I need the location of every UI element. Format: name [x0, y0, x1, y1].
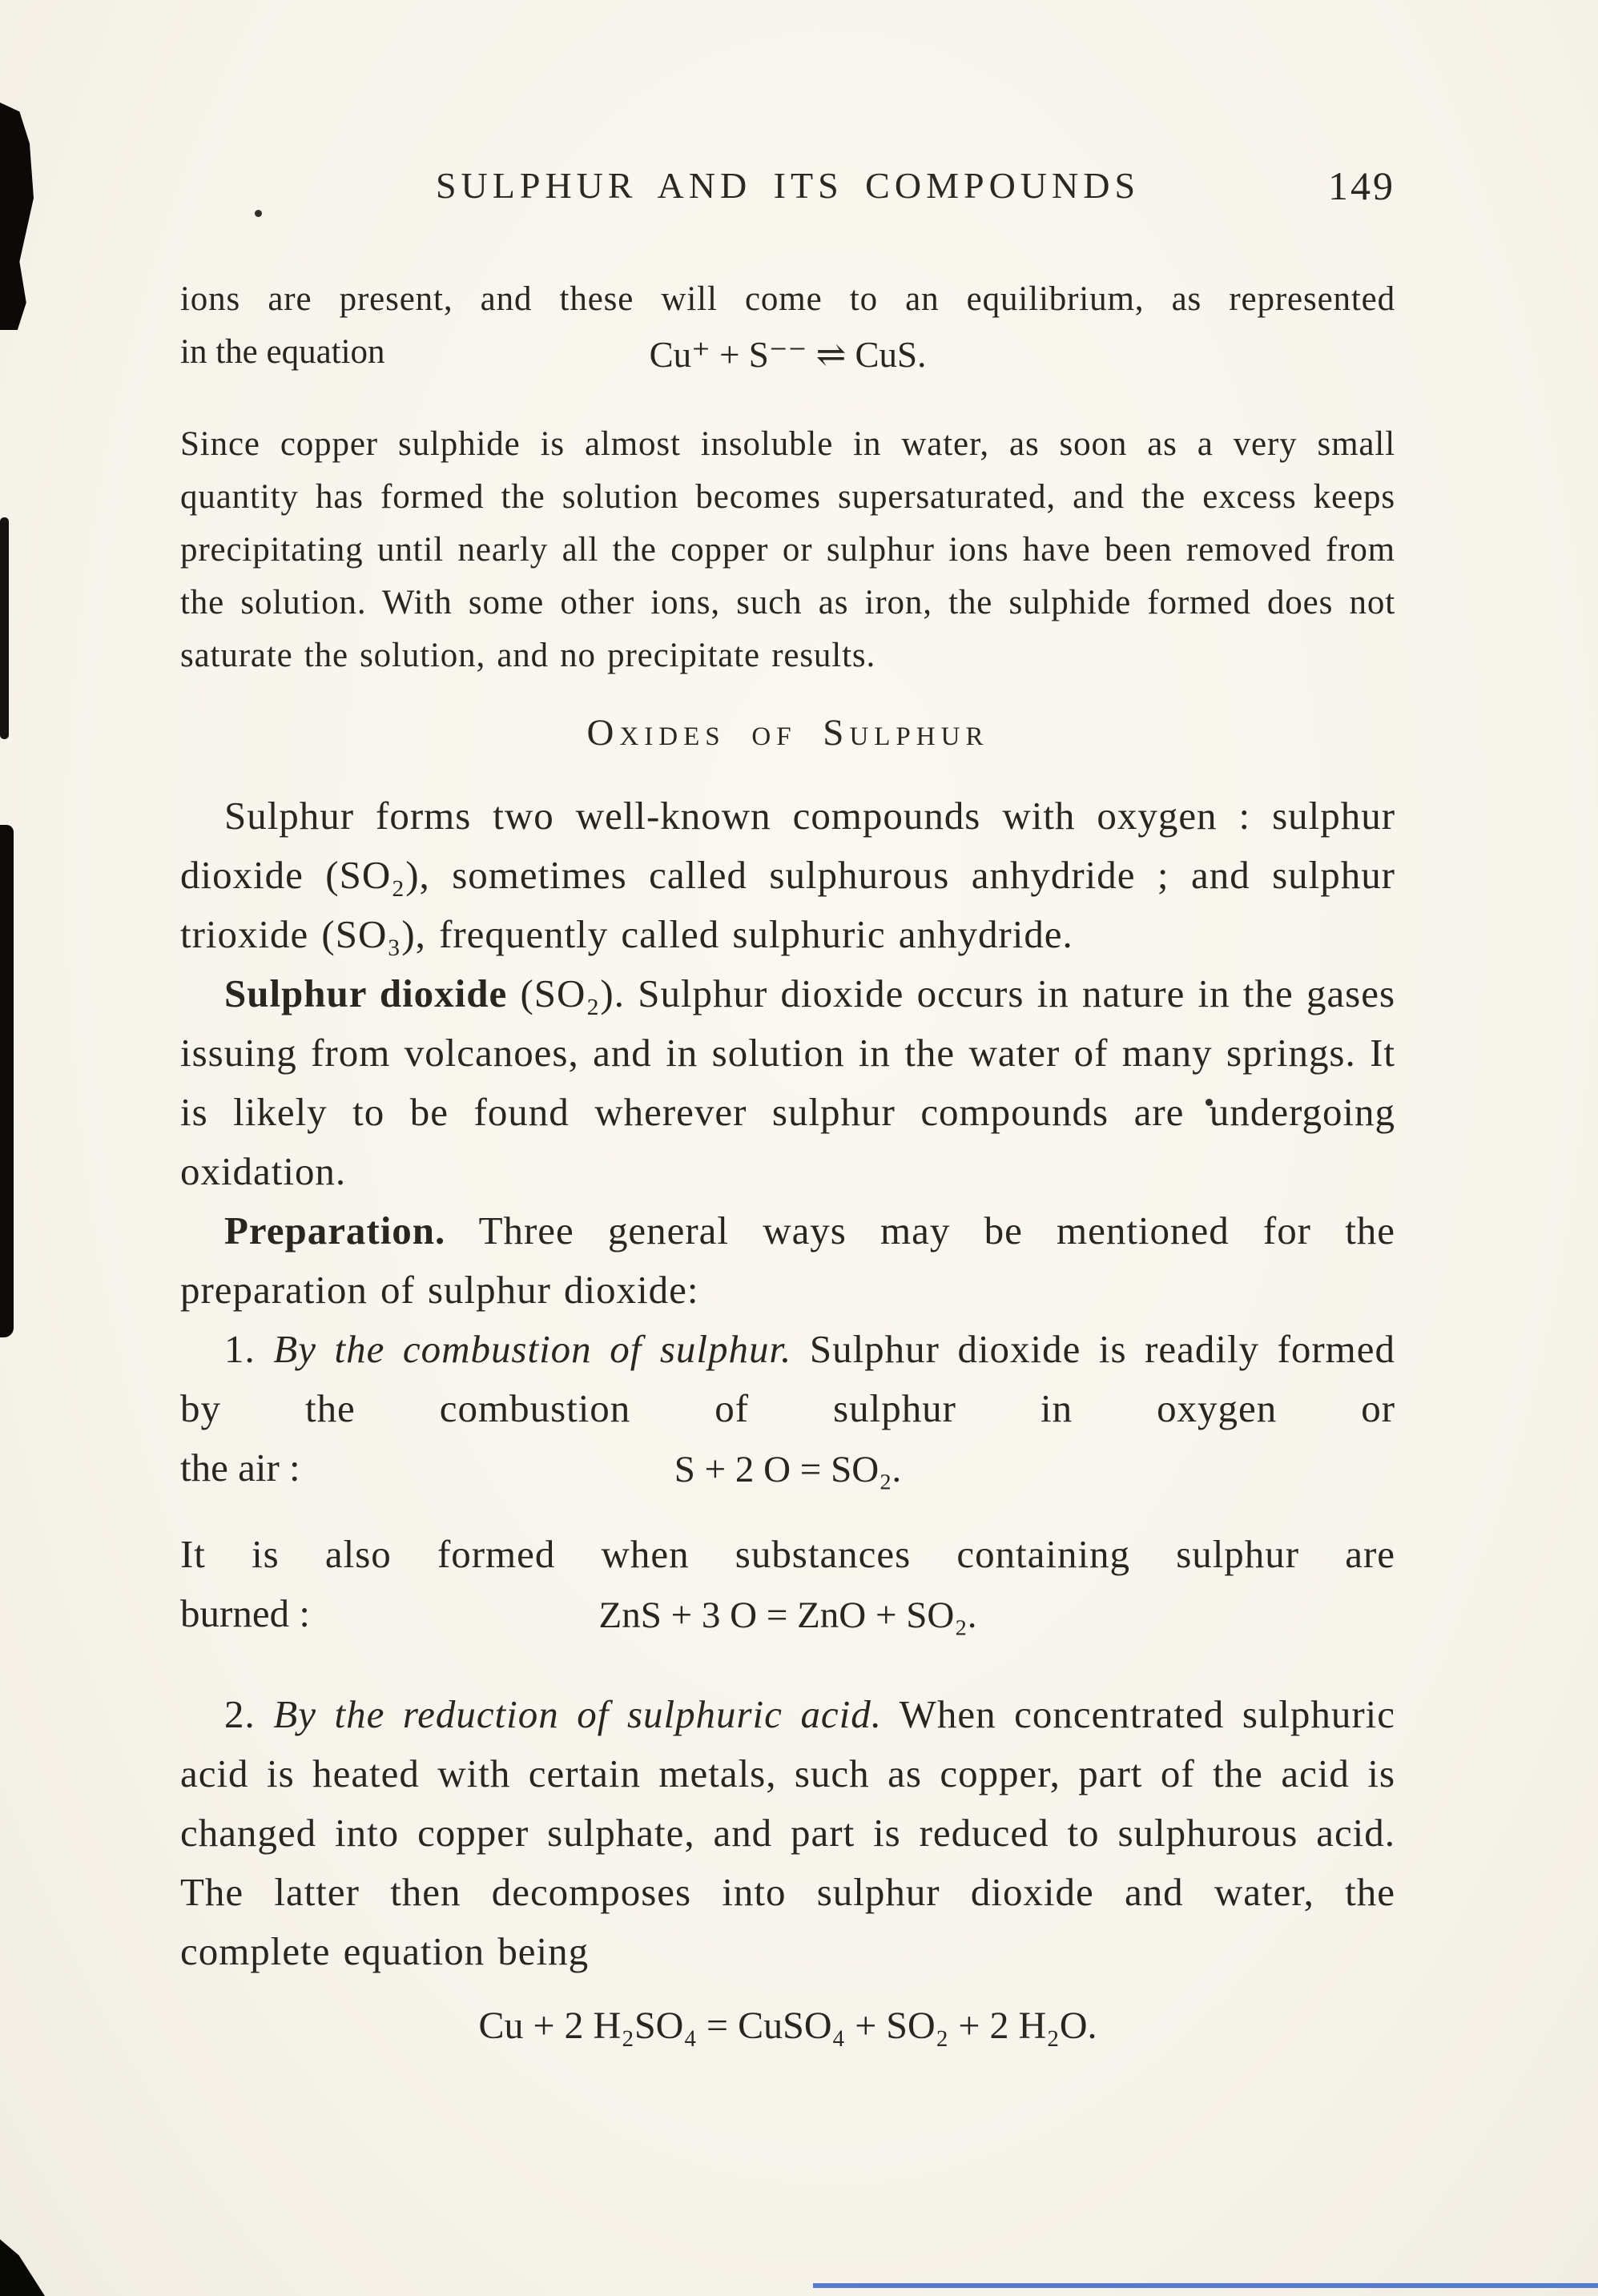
section-heading-oxides-of-sulphur: Oxides of Sulphur: [586, 712, 989, 754]
equation-zinc-sulphide: ZnS + 3 O = ZnO + SO₂.: [598, 1594, 977, 1636]
equation-row-2: [180, 1438, 1395, 1498]
equation-lead-text: the air :: [180, 1446, 300, 1490]
ink-smudge-top-left: [0, 103, 34, 330]
equation-copper-sulphide: Cu⁺ + S⁻⁻ ⇌ CuS.: [649, 335, 927, 375]
paragraph-method-1: [180, 1320, 1395, 1438]
paragraph-method-2: [180, 1685, 1395, 1981]
bold-lead-preparation: Preparation.: [224, 1208, 446, 1253]
page-number: 149: [1328, 163, 1395, 208]
list-number: 1.: [224, 1327, 274, 1371]
italic-method-title: By the combustion of sulphur.: [273, 1327, 792, 1371]
equation-lead-text: in the equation: [180, 333, 385, 371]
paragraph-two-compounds: Sulphur forms two well-known compounds with oxygen : sulphur dioxide (SO₂), sometimes called sulphurous anhydride ; and sulphur trioxide (SO₃), frequently called sulphuric anhydride.: [180, 794, 1395, 956]
paragraph-text: Three general ways may be mentioned for the preparation of sulphur dioxide:: [180, 1208, 1395, 1312]
equation-row-1: [180, 326, 1395, 382]
bold-lead-sulphur-dioxide: Sulphur dioxide: [224, 971, 508, 1015]
scanner-blue-line: [813, 2283, 1598, 2288]
paragraph-text: When concentrated sulphuric acid is heated with certain metals, such as copper, part of the acid is changed into copper sulphate, and part is reduced to sulphurous acid. The latter then decomposes into sulphur dioxide and water, the complete equation being: [180, 1692, 1395, 1973]
paragraph-preparation: [180, 1201, 1395, 1320]
equation-copper-sulphuric-acid: Cu + 2 H₂SO₄ = CuSO₄ + SO₂ + 2 H₂O.: [478, 2004, 1097, 2047]
running-head-title: SULPHUR AND ITS COMPOUNDS: [435, 165, 1141, 206]
paragraph-intro-lead: ions are present, and these will come to an equilibrium, as represented: [180, 280, 1395, 318]
equation-lead-text: burned :: [180, 1591, 310, 1635]
paragraph-precipitation: Since copper sulphide is almost insoluble in water, as soon as a very small quantity has formed the solution becomes supersaturated, and the excess keeps precipitating until nearly all the copper or sulphur ions have been removed from the solution. With some other ions, such as iron, the sulphide formed does not saturate the solution, and no precipitate results.: [180, 425, 1395, 674]
paragraph-also-formed: It is also formed when substances containing sulphur are: [180, 1532, 1395, 1576]
equation-combustion: S + 2 O = SO₂.: [674, 1449, 902, 1490]
paragraph-text: (SO₂). Sulphur dioxide occurs in nature in the gases issuing from volcanoes, and in solution in the water of many springs. It is likely to be found wherever sulphur compounds are undergoing oxidation.: [180, 971, 1395, 1193]
equation-row-3: [180, 1584, 1395, 1643]
paragraph-sulphur-dioxide: [180, 964, 1395, 1201]
ink-smudge-bottom-left: [0, 2234, 45, 2296]
page-header: [180, 164, 1395, 215]
ink-line-left-lower: [0, 825, 14, 1337]
paragraph-text: Sulphur dioxide is readily formed by the combustion of sulphur in oxygen or: [180, 1327, 1395, 1430]
list-number: 2.: [224, 1692, 274, 1736]
text-column: [180, 0, 1395, 2060]
italic-method-title: By the reduction of sulphuric acid.: [273, 1692, 882, 1736]
ink-line-left-upper: [0, 517, 9, 739]
